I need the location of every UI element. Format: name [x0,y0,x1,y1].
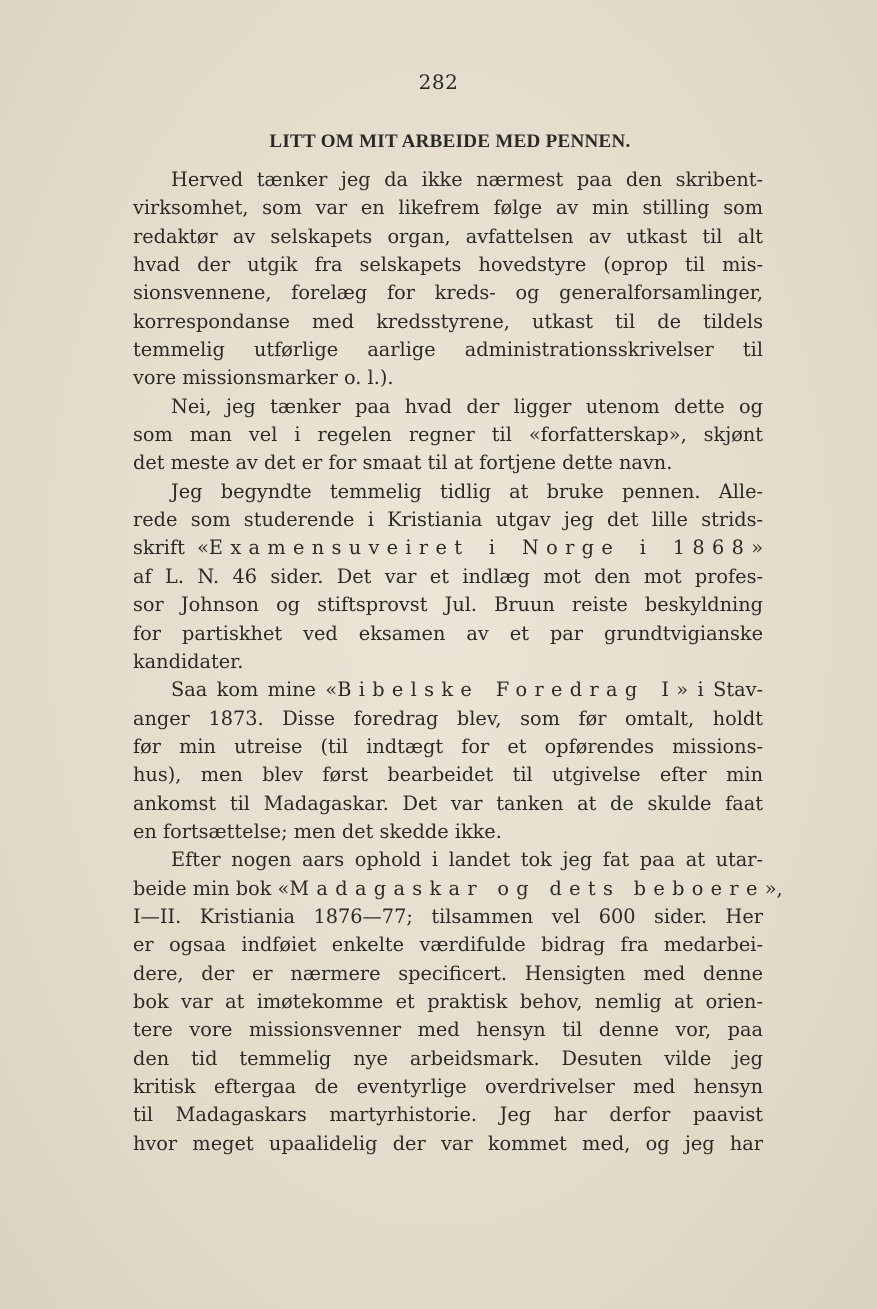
spaced-title: Bibelske Foredrag I [337,678,677,702]
text-line: rede som studerende i Kristiania utgav jeg det lille strids- [133,508,763,532]
text-line: kritisk eftergaa de eventyrlige overdrivelser med hensyn [133,1075,763,1098]
text-line: bok var at imøtekomme et praktisk behov, nemlig at orien- [133,989,763,1013]
text-line: for partiskhet ved eksamen av et par grundtvigianske [133,621,763,645]
text-line: sor Johnson og stiftsprovst Jul. Bruun reiste beskyldning [133,593,763,617]
text-segment: » [751,536,763,560]
chapter-title: LITT OM MIT ARBEIDE MED PENNEN. [269,131,631,152]
text-segment: skrift « [133,536,209,560]
text-line: af L. N. 46 sider. Det var et indlæg mot den mot profes- [133,564,763,588]
text-line [133,676,763,704]
page-number: 282 [418,70,459,94]
text-line: I—II. Kristiania 1876—77; tilsammen vel 600 sider. Her [133,904,763,928]
text-line [133,875,783,903]
text-line: tere vore missionsvenner med hensyn til denne vor, paa [133,1018,763,1042]
text-line: Efter nogen aars ophold i landet tok jeg fat paa at utar- [171,848,763,872]
text-line: vore missionsmarker o. l.). [133,366,394,390]
text-line: hvad der utgik fra selskapets hovedstyre (oprop til mis- [133,253,763,277]
text-segment: beide min bok « [133,876,290,900]
text-line: virksomhet, som var en likefrem følge av min stilling som [133,196,763,220]
text-line: korrespondanse med kredsstyrene, utkast til de tildels [133,309,763,333]
text-line: som man vel i regelen regner til «forfatterskap», skjønt [133,423,763,447]
text-line: sionsvennene, forelæg for kreds- og generalforsamlinger, [133,281,763,305]
text-line: hvor meget upaalidelig der var kommet med, og jeg har [133,1131,763,1155]
text-line: Nei, jeg tænker paa hvad der ligger utenom dette og [171,394,763,418]
text-line: Herved tænker jeg da ikke nærmest paa den skribent- [171,168,763,191]
text-line: anger 1873. Disse foredrag blev, som før omtalt, holdt [133,706,763,730]
spaced-title: Examensuveiret i Norge i 1868 [208,536,752,560]
text-line: til Madagaskars martyrhistorie. Jeg har derfor paavist [133,1103,763,1127]
text-line: temmelig utførlige aarlige administrationsskrivelser til [133,338,763,362]
spaced-title: Madagaskar og dets beboere [289,876,765,900]
text-line: ankomst til Madagaskar. Det var tanken at de skulde faat [133,791,763,815]
text-line: det meste av det er for smaat til at fortjene dette navn. [133,451,673,475]
text-segment: » i Stav- [676,678,763,702]
text-line: en fortsættelse; men det skedde ikke. [133,819,502,843]
text-line: er ogsaa indføiet enkelte værdifulde bidrag fra medarbei- [133,933,763,957]
text-line: før min utreise (til indtægt for et opførendes missions- [133,734,763,758]
text-line: redaktør av selskapets organ, avfattelsen av utkast til alt [133,224,763,248]
text-segment: Saa kom mine « [171,678,338,702]
text-line: kandidater. [133,649,244,673]
body-text [133,166,783,1158]
text-line: hus), men blev først bearbeidet til utgivelse efter min [133,763,763,787]
text-segment: », [764,876,783,900]
text-line: Jeg begyndte temmelig tidlig at bruke pennen. Alle- [171,479,763,503]
text-line: den tid temmelig nye arbeidsmark. Desuten vilde jeg [133,1046,763,1070]
text-line: dere, der er nærmere specificert. Hensigten med denne [133,961,763,985]
text-line [133,534,763,562]
